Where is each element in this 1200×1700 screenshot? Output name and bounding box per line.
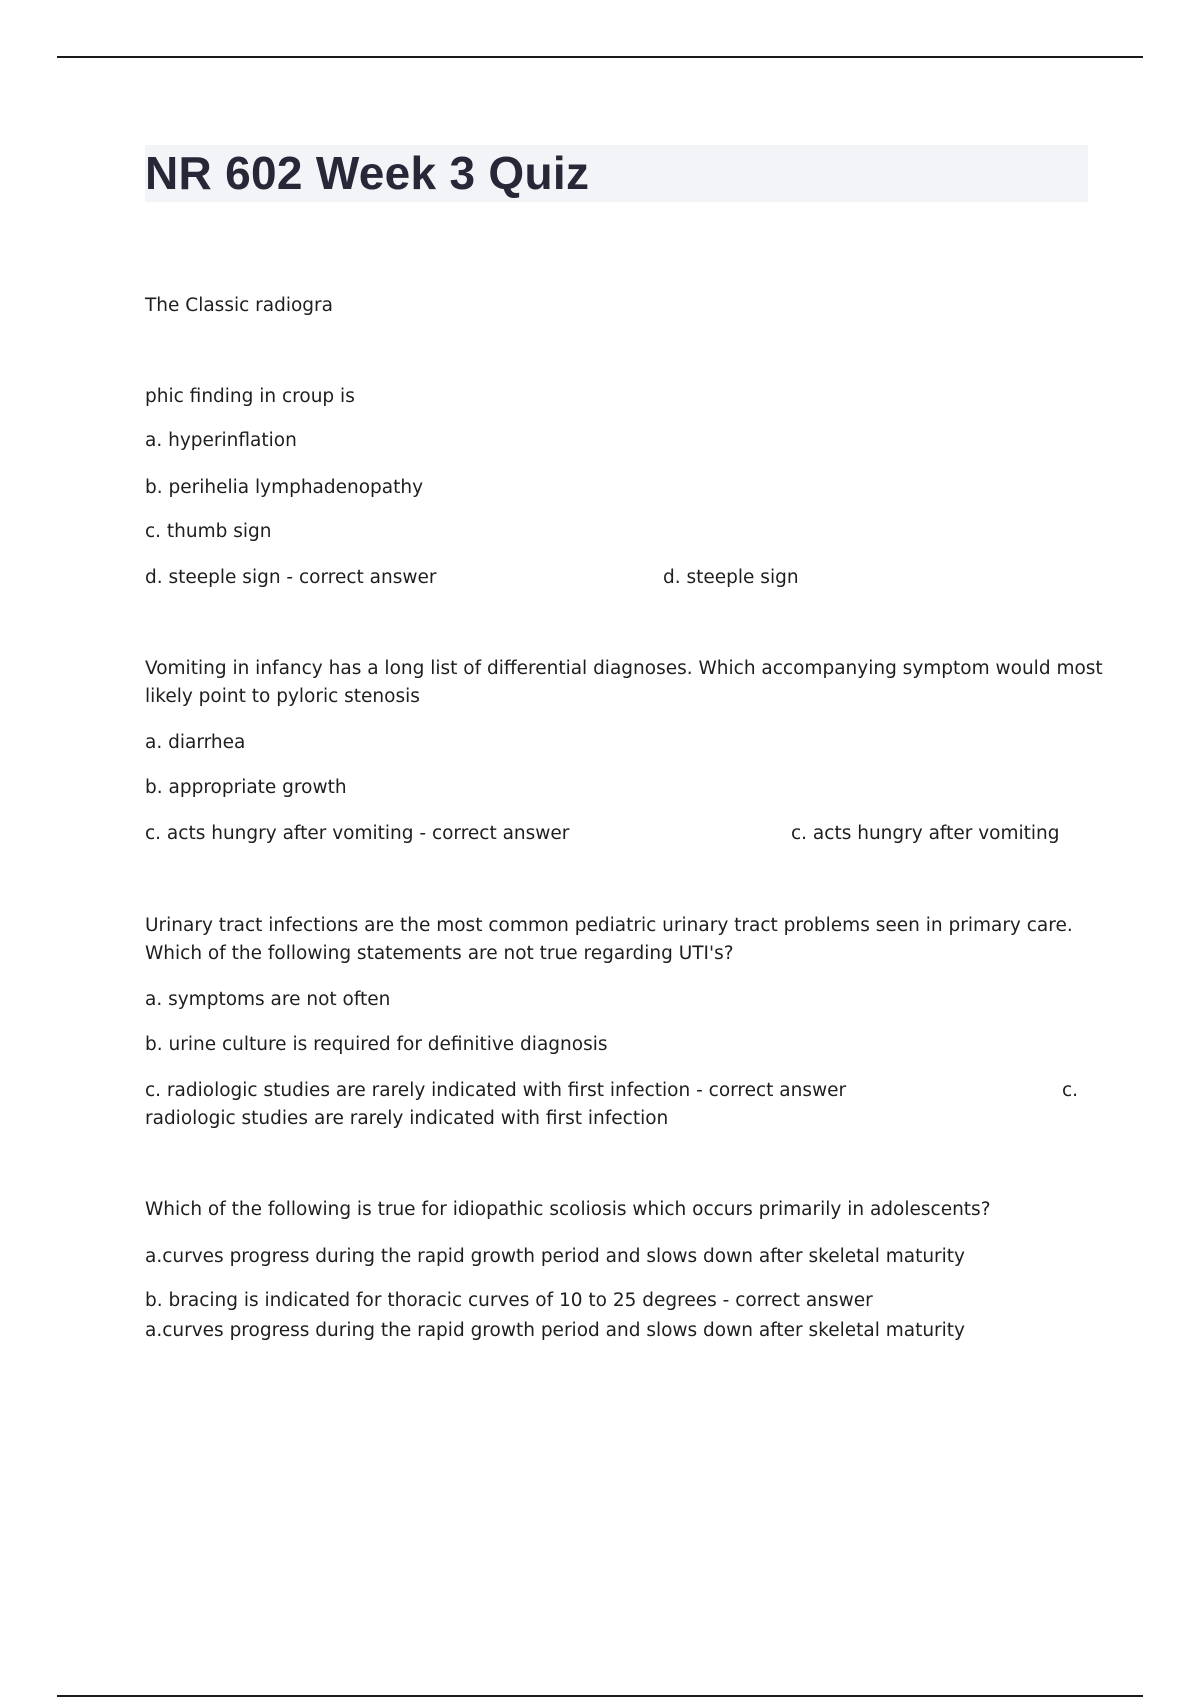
q3-answer-prefix: c. [1062, 1080, 1079, 1101]
q1-stem: phic finding in croup is [145, 386, 355, 407]
q2-answer: c. acts hungry after vomiting [791, 823, 1060, 844]
q3-stem-line2: Which of the following statements are not true regarding UTI's? [145, 943, 734, 964]
q2-option-c: c. acts hungry after vomiting - correct answer [145, 823, 570, 844]
q2-option-a: a. diarrhea [145, 732, 246, 753]
q1-intro: The Classic radiogra [145, 295, 333, 316]
q4-option-b: b. bracing is indicated for thoracic curves of 10 to 25 degrees - correct answer [145, 1290, 873, 1311]
q1-option-b: b. perihelia lymphadenopathy [145, 477, 424, 498]
q1-option-c: c. thumb sign [145, 521, 272, 542]
page-title: NR 602 Week 3 Quiz [145, 147, 590, 199]
q3-stem-line1: Urinary tract infections are the most common pediatric urinary tract problems seen in primary care. [145, 915, 1073, 936]
q3-option-a: a. symptoms are not often [145, 989, 391, 1010]
q2-stem-line1: Vomiting in infancy has a long list of differential diagnoses. Which accompanying symptom would most [145, 658, 1103, 679]
q2-stem-line2: likely point to pyloric stenosis [145, 686, 420, 707]
q3-option-c: c. radiologic studies are rarely indicated with first infection - correct answer [145, 1080, 847, 1101]
q2-option-b: b. appropriate growth [145, 777, 347, 798]
q3-option-b: b. urine culture is required for definitive diagnosis [145, 1034, 608, 1055]
q1-answer: d. steeple sign [663, 567, 799, 588]
q4-option-a: a.curves progress during the rapid growth period and slows down after skeletal maturity [145, 1246, 965, 1267]
q1-option-d: d. steeple sign - correct answer [145, 567, 437, 588]
header-rule [57, 56, 1143, 58]
footer-rule [57, 1695, 1143, 1697]
q4-answer: a.curves progress during the rapid growth period and slows down after skeletal maturity [145, 1320, 965, 1341]
q4-stem: Which of the following is true for idiopathic scoliosis which occurs primarily in adolescents? [145, 1199, 991, 1220]
q1-option-a: a. hyperinflation [145, 430, 297, 451]
q3-answer: radiologic studies are rarely indicated with first infection [145, 1108, 669, 1129]
